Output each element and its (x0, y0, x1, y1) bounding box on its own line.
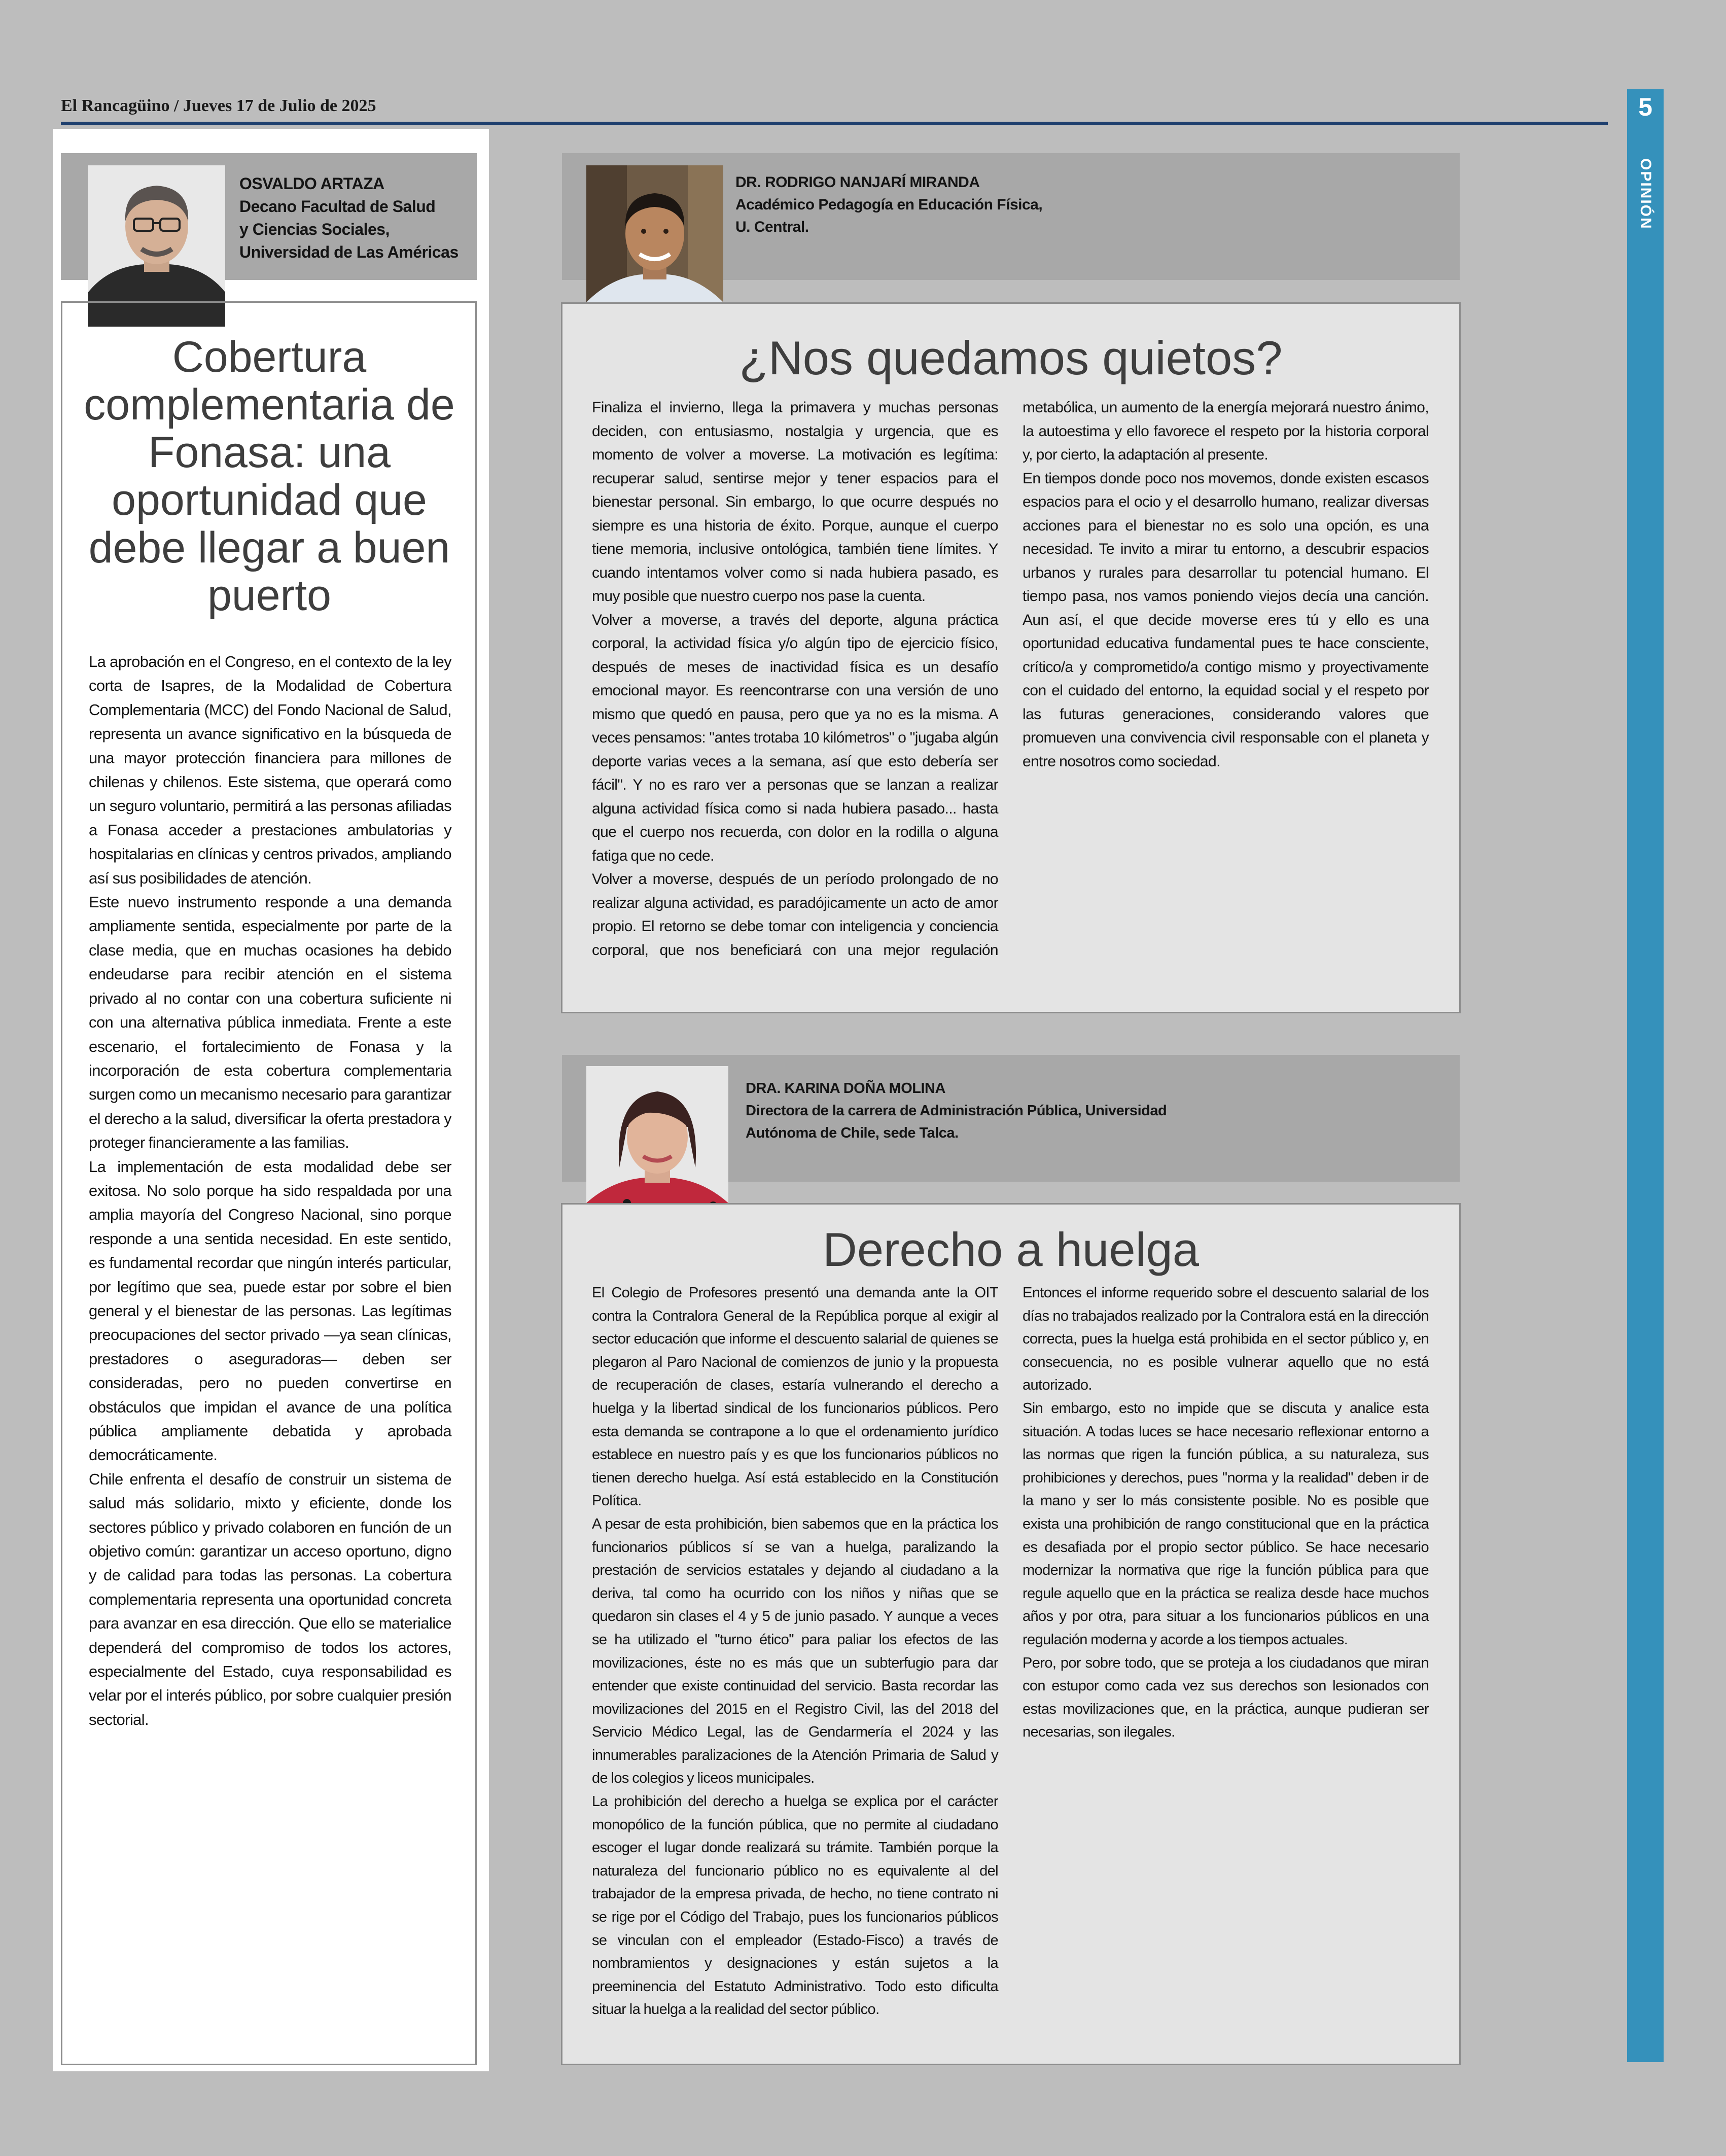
section-label: OPINIÓN (1637, 158, 1654, 230)
author-role: Directora de la carrera de Administración Pública, Universidad Autónoma de Chile, sede Talca. (746, 1103, 1167, 1141)
headline: ¿Nos quedamos quietos? (739, 331, 1283, 384)
paragraph: La implementación de esta modalidad debe ser exitosa. No solo porque ha sido respaldada por una amplia mayoría del Congreso Nacional, sino porque responde a una sentida necesidad. En este sentido, es fundamental recordar que ningún interés particular, por legítimo que sea, puede estar por sobre el bien general y el bienestar de las personas. Las legítimas preocupaciones del sector privado —ya sean clínicas, prestadores o aseguradoras— deben ser consideradas, pero no pueden convertirse en obstáculos que impidan el avance de una política pública ampliamente debatida y aprobada democráticamente. (89, 1157, 451, 1464)
byline (746, 1077, 1182, 1144)
paragraph: La aprobación en el Congreso, en el contexto de la ley corta de Isapres, de la Modalidad de Cobertura Complementaria (MCC) del Fondo Nacional de Salud, representa un avance significativo en la búsqueda de una mayor protección financiera para millones de chilenas y chilenos. Este sistema, que operará como un seguro voluntario, permitirá a las personas afiliadas a Fonasa acceder a prestaciones ambulatorias y hospitalarias en clínicas y centros privados, ampliando así sus posibilidades de atención. (89, 653, 451, 887)
paragraph: A pesar de esta prohibición, bien sabemos que en la práctica los funcionarios públicos sí se van a huelga, paralizando la prestación de servicios estatales y dejando al ciudadano a la deriva, tal como ha ocurrido con los niños y niñas que se quedaron sin clases el 4 y 5 de junio pasado. Y aunque a veces se ha utilizado el "turno ético" para paliar los efectos de las movilizaciones, éste no es más que un subterfugio para dar entender que existe continuidad del servicio. Basta recordar las movilizaciones del 2015 en el Registro Civil, las del 2018 del Servicio Médico Legal, las de Gendarmería el 2024 y las innumerables paralizaciones de la Atención Primaria de Salud y de los colegios y liceos municipales. (592, 1515, 998, 1787)
article-frame (561, 1203, 1461, 2065)
paragraph: La prohibición del derecho a huelga se explica por el carácter monopólico de la función pública, que no permite al ciudadano escoger el lugar donde realizará su trámite. También porque la naturaleza del funcionario público no es equivalente al del trabajador de la empresa privada, de hecho, no tiene contrato ni se rige por el Código del Trabajo, pues los funcionarios públicos se vinculan con el empleador (Estado-Fisco) a través de nombramientos y designaciones y están sujetos a la preeminencia del Estatuto Administrativo. Todo esto dificulta situar la huelga a la realidad del sector público. (592, 1793, 998, 2018)
author-name: OSVALDO ARTAZA (239, 174, 384, 193)
page-number: 5 (1638, 93, 1652, 121)
paragraph: Sin embargo, esto no impide que se discuta y analice esta situación. A todas luces se hace necesario reflexionar entorno a las normas que rigen la función pública, a su naturaleza, sus prohibiciones y derechos, pues "norma y la realidad" deben ir de la mano y ser lo más consistente posible. No es posible que exista una prohibición de rango constitucional que en la práctica es desafiada por el propio sector público. Se hace necesario modernizar la normativa que rige la función pública para que regule aquello que en la práctica se realiza desde hace muchos años y por otra, para situar a los funcionarios públicos en una regulación moderna y acorde a los tiempos actuales. (1023, 1400, 1429, 1648)
byline-box (61, 153, 477, 280)
article-body (89, 650, 451, 2039)
article-body (592, 396, 1429, 984)
byline (735, 171, 1243, 238)
paragraph: Volver a moverse, a través del deporte, alguna práctica corporal, la actividad física y/o algún tipo de ejercicio físico, después de meses de inactividad física es un desafío emocional mayor. Es reencontrarse con una versión de uno mismo que quedó en pausa, pero que ya no es la misma. A veces pensamos: "antes trotaba 10 kilómetros" o "jugaba algún deporte varias veces a la semana, así que esto debería ser fácil". Y no es raro ver a personas que se lanzan a realizar alguna actividad física como si nada hubiera pasado... hasta que el cuerpo nos recuerda, con dolor en la rodilla o alguna fatiga que no cede. (592, 611, 998, 864)
author-role: Decano Facultad de Salud y Ciencias Sociales, Universidad de Las Américas (239, 197, 459, 261)
author-name: DR. RODRIGO NANJARÍ MIRANDA (735, 174, 980, 191)
author-role: Académico Pedagogía en Educación Física, U. Central. (735, 196, 1043, 235)
section-sidebar (1627, 89, 1664, 2062)
paragraph: Pero, por sobre todo, que se proteja a los ciudadanos que miran con estupor como cada vez sus derechos son lesionados con estas movilizaciones que, en la práctica, aunque pudieran ser necesarias, son ilegales. (1023, 1654, 1429, 1741)
paragraph: Volver a moverse, después de un período prolongado de no realizar alguna actividad, es paradójicamente un acto de amor propio. El retorno se debe tomar con inteligencia y conciencia corporal, que nos beneficiará con una mejor regulación metabólica, un aumento de la energía mejorará nuestro ánimo, la autoestima y ello favorece el respeto por la historia corporal y, por cierto, la adaptación al presente. (592, 399, 1429, 959)
paragraph: El Colegio de Profesores presentó una demanda ante la OIT contra la Contralora General de la República porque al exigir al sector educación que informe el descuento salarial de quienes se plegaron al Paro Nacional de comienzos de junio y la propuesta de recuperación de clases, estaría vulnerando el derecho a huelga y la libertad sindical de los funcionarios públicos. Pero esta demanda se contrapone a lo que el ordenamiento jurídico establece en nuestro país y es que los funcionarios públicos no tienen derecho huelga. Así está establecido en la Constitución Política. (592, 1285, 998, 1509)
paragraph: Finaliza el invierno, llega la primavera y muchas personas deciden, con entusiasmo, nostalgia y urgencia, que es momento de volver a moverse. La motivación es legítima: recuperar salud, sentirse mejor y tener espacios para el bienestar personal. Sin embargo, lo que ocurre después no siempre es una historia de éxito. Porque, aunque el cuerpo tiene memoria, inclusive ontológica, también tiene límites. Y cuando intentamos volver como si nada hubiera pasado, es muy posible que nuestro cuerpo nos pase la cuenta. (592, 399, 998, 605)
article-frame (61, 301, 477, 2065)
article-artaza-container (53, 129, 489, 2071)
paragraph: Chile enfrenta el desafío de construir un sistema de salud más solidario, mixto y eficiente, donde los sectores público y privado colaboren en función de un objetivo común: garantizar un acceso oportuno, digno y de calidad para todas las personas. La cobertura complementaria representa una oportunidad concreta para avanzar en esa dirección. Que ello se materialice dependerá del compromiso de todos los actores, especialmente del Estado, cuya responsabilidad es velar por el interés público, por sobre cualquier presión sectorial. (89, 1470, 451, 1728)
paragraph: En tiempos donde poco nos movemos, donde existen escasos espacios para el ocio y el desarrollo humano, realizar diversas acciones para el bienestar no es solo una opción, es una necesidad. Te invito a mirar tu entorno, a descubrir espacios urbanos y rurales para desarrollar tu potencial humano. El tiempo pasa, nos vamos poniendo viejos decía una canción. Aun así, el que decide moverse eres tú y ello es una oportunidad educativa fundamental pues te hace consciente, crítico/a y comprometido/a contigo mismo y proyectivamente con el cuidado del entorno, la equidad social y el respeto por las futuras generaciones, considerando valores que promueven una convivencia civil responsable con el planeta y entre nosotros como sociedad. (1023, 470, 1429, 770)
byline (239, 172, 473, 264)
headline: Derecho a huelga (822, 1223, 1200, 1276)
paragraph: Este nuevo instrumento responde a una demanda ampliamente sentida, especialmente por parte de la clase media, que en muchas ocasiones ha debido endeudarse para recibir atención en el sistema privado al no contar con una cobertura suficiente ni con una alternativa pública inmediata. Frente a este escenario, el fortalecimiento de Fonasa y la incorporación de esta cobertura complementaria surgen como un mecanismo necesario para garantizar el derecho a la salud, diversificar la oferta prestadora y proteger financieramente a las familias. (89, 893, 451, 1152)
masthead-rule (61, 122, 1608, 125)
article-frame (561, 302, 1461, 1013)
article-body (592, 1282, 1429, 2042)
masthead: El Rancagüino / Jueves 17 de Julio de 2025 (61, 96, 376, 115)
headline: Cobertura complementaria de Fonasa: una oportunidad que debe llegar a buen puerto (84, 333, 455, 620)
paragraph: Entonces el informe requerido sobre el descuento salarial de los días no trabajados realizado por la Contralora está en la dirección correcta, pues la huelga está prohibida en el sector público y, en consecuencia, no es posible vulnerar aquello que no está autorizado. (1023, 1285, 1429, 1394)
author-name: DRA. KARINA DOÑA MOLINA (746, 1080, 945, 1097)
